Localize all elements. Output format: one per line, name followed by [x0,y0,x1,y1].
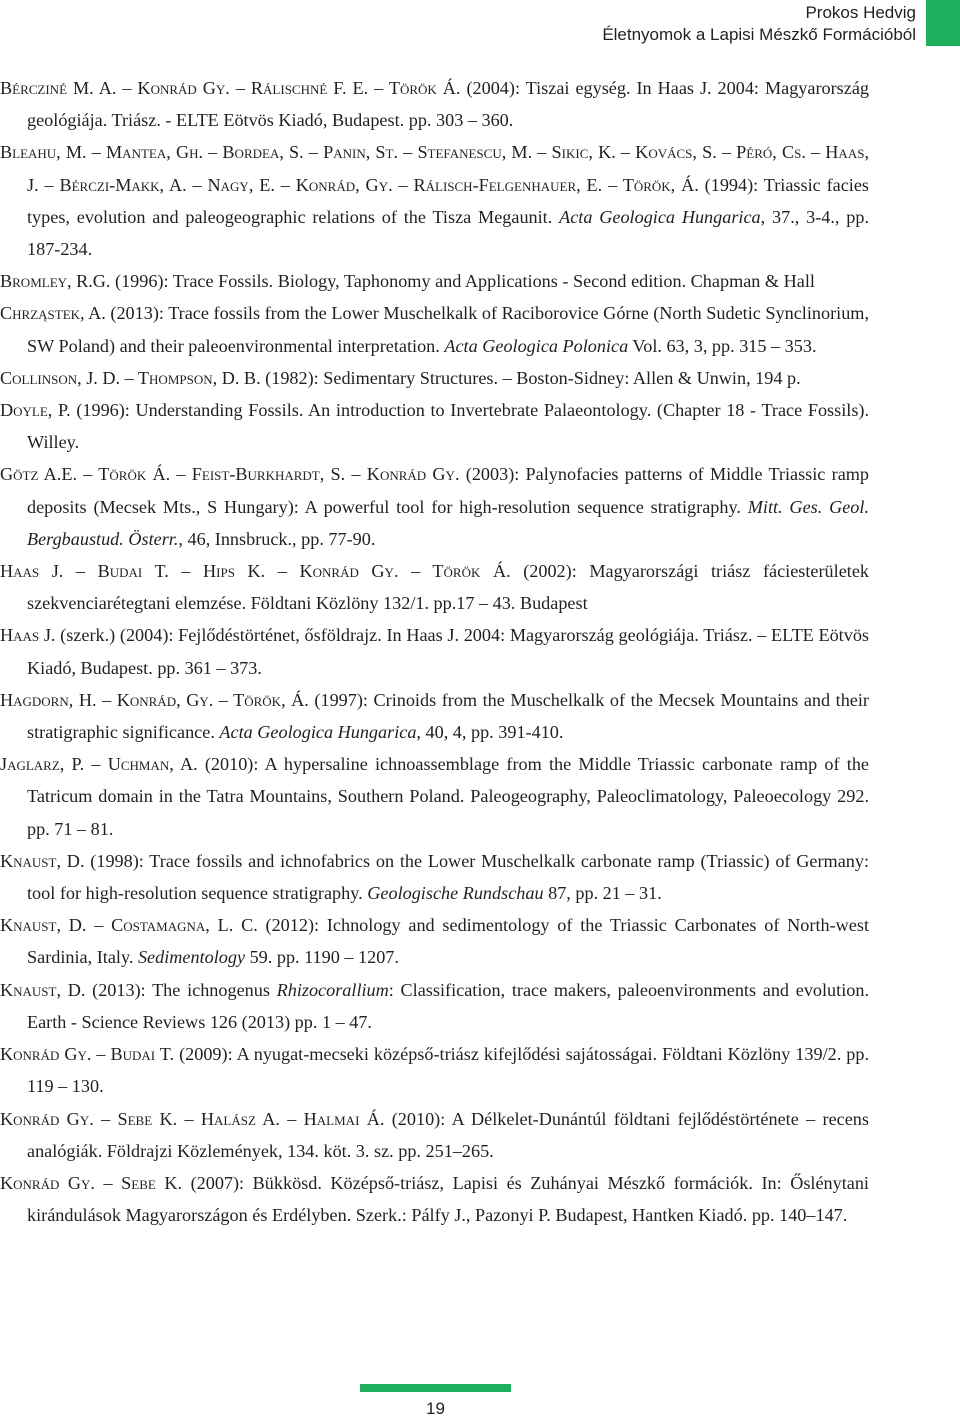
reference-entry [0,619,869,683]
reference-text: (2003): Palynofacies patterns of Middle Triassic ramp deposits (Mecsek Mts., S Hungary): A powerful tool for high-resolution sequence stratigraphy. [27,464,870,517]
reference-entry [0,265,869,297]
reference-text: (2009): A nyugat-mecseki középső-triász kifejlődési sajátosságai. Földtani Közlöny 139/2. pp. 119 – 130. [27,1044,870,1097]
reference-text-end: , 46, Innsbruck., pp. 77-90. [178,528,376,549]
reference-text-end: 87, pp. 21 – 31. [543,883,662,904]
reference-authors: Knaust, D. [0,850,85,871]
reference-text-end: , 40, 4, pp. 391-410. [416,722,564,743]
reference-entry [0,555,869,619]
reference-text: (szerk.) (2004): Fejlődéstörténet, ősföldrajz. In Haas J. 2004: Magyarország geológiája. Triász. – ELTE Eötvös Kiadó, Budapest. pp. 361 – 373. [27,625,869,678]
reference-authors: Bromley, R.G. [0,271,111,292]
reference-authors: Collinson, J. D. – Thompson, D. B. [0,367,261,388]
reference-text: (1998): Trace fossils and ichnofabrics on the Lower Muschelkalk carbonate ramp (Triassic) of Germany: tool for high-resolution sequence stratigraphy. [27,850,870,904]
reference-entry [0,458,869,555]
reference-text: (2002): Magyarországi triász fáciesterületek szekvenciarétegtani elemzése. Földtani Közlöny 132/1. pp.17 – 43. Budapest [27,561,869,614]
reference-authors: Bércziné M. A. – Konrád Gy. – Rálischné F. E. – Török Á. [0,78,461,98]
reference-text-end: : Classification, trace makers, paleoenvironments and evolution. Earth - Science Reviews 126 (2013) pp. 1 – 47. [27,979,869,1032]
reference-authors: Knaust, D. [0,979,86,1000]
reference-italic: Rhizocorallium [276,979,389,1000]
reference-authors: Chrząstek, A. [0,303,106,324]
reference-authors: Konrád Gy. – Sebe K. – Halász A. – Halmai Á. [0,1108,385,1129]
reference-entry [0,684,869,748]
reference-entry [0,136,869,265]
reference-italic: Mitt. Ges. Geol. Bergbaustud. Österr. [27,496,869,549]
reference-entry [0,72,869,136]
reference-text: (2004): Tiszai egység. In Haas J. 2004: Magyarország geológiája. Triász. - ELTE Eötvös Kiadó, Budapest. pp. 303 – 360. [27,78,869,131]
reference-text: (1982): Sedimentary Structures. – Boston-Sidney: Allen & Unwin, 194 p. [260,367,801,388]
reference-entry [0,1103,869,1167]
reference-italic: Sedimentology [137,947,246,968]
reference-text: (2010): A Délkelet-Dunántúl földtani fejlődéstörténete – recens analógiák. Földrajzi Közlemények, 134. köt. 3. sz. pp. 251–265. [27,1108,869,1161]
reference-italic: Acta Geologica Hungarica [559,206,761,227]
page-header [602,0,960,46]
reference-italic: Acta Geologica Polonica [444,335,629,356]
reference-authors: Bleahu, M. – Mantea, Gh. – Bordea, S. – Panin, St. – Stefanescu, M. – Sikic, K. – Kovács, S. – Péró, Cs. – Haas, J. – Bérczi-Makk, A. – Nagy, E. – Konrád, Gy. – Ráliscн-Felgenhauer, E. – Török, Á. [0,142,869,195]
reference-text: (2013): Trace fossils from the Lower Muschelkalk of Raciborovice Górne (North Sudetic Synclinorium, SW Poland) and their paleoenvironmental interpretation. [27,303,869,356]
header-author: Prokos Hedvig [805,3,916,22]
reference-text: (1997): Crinoids from the Muschelkalk of the Mecsek Mountains and their stratigraphic significance. [27,689,869,743]
reference-entry [0,974,869,1038]
reference-authors: Haas J. [0,625,56,646]
reference-text: (2010): A hypersaline ichnoassemblage from the Middle Triassic carbonate ramp of the Tatricum domain in the Tatra Mountains, Southern Poland. Paleogeography, Paleoclimatology, Paleoecology 292. pp. 71 – 81. [27,754,869,839]
reference-authors: Knaust, D. – Costamagna, L. C. [0,915,258,936]
reference-entry [0,362,869,394]
page-number: 19 [426,1399,445,1418]
reference-list [0,72,869,1231]
reference-text: (1996): Understanding Fossils. An introduction to Invertebrate Palaeontology. (Chapter 18 - Trace Fossils). Willey. [27,400,870,453]
reference-authors: Hagdorn, H. – Konrád, Gy. – Török, Á. [0,689,309,710]
reference-text-end: 59. pp. 1190 – 1207. [245,947,399,968]
reference-text-end: Vol. 63, 3, pp. 315 – 353. [628,335,817,356]
reference-entry [0,297,869,361]
reference-authors: Konrád Gy. – Budai T. [0,1044,175,1065]
reference-authors: Götz A.E. – Török Á. – Feist-Burkhardt, S. – Konrád Gy. [0,464,460,485]
reference-entry [0,845,869,909]
reference-text-end: , 37., 3-4., pp. 187-234. [27,206,869,260]
header-accent-bar [926,0,960,46]
reference-entry [0,1167,869,1231]
reference-text: (1994): Triassic facies types, evolution and paleogeographic relations of the Tisza Megaunit. [27,174,869,227]
reference-entry [0,748,869,845]
reference-entry [0,394,869,458]
reference-authors: Jaglarz, P. – Uchman, A. [0,754,198,775]
header-title: Életnyomok a Lapisi Mészkő Formációból [602,25,916,44]
reference-authors: Doyle, P. [0,400,71,421]
reference-italic: Geologische Rundschau [367,883,544,904]
reference-italic: Acta Geologica Hungarica [219,722,417,743]
reference-authors: Konrád Gy. – Sebe K. [0,1172,183,1193]
reference-entry [0,1038,869,1102]
running-head [602,0,926,46]
footer-accent-bar [360,1384,511,1392]
reference-text: (2012): Ichnology and sedimentology of the Triassic Carbonates of North-west Sardinia, Italy. [27,915,869,968]
reference-text: (2007): Bükkösd. Középső-triász, Lapisi és Zuhányai Mészkő formációk. In: Őslénytani kirándulások Magyarországon és Erdélyben. Szerk.: Pálfy J., Pazonyi P. Budapest, Hantken Kiadó. pp. 140–147. [27,1172,869,1226]
reference-entry [0,909,869,973]
reference-text: (2013): The ichnogenus [85,979,277,1000]
reference-authors: Haas J. – Budai T. – Hips K. – Konrád Gy. – Török Á. [0,561,511,582]
reference-text: (1996): Trace Fossils. Biology, Taphonomy and Applications - Second edition. Chapman & Hall [110,271,815,292]
